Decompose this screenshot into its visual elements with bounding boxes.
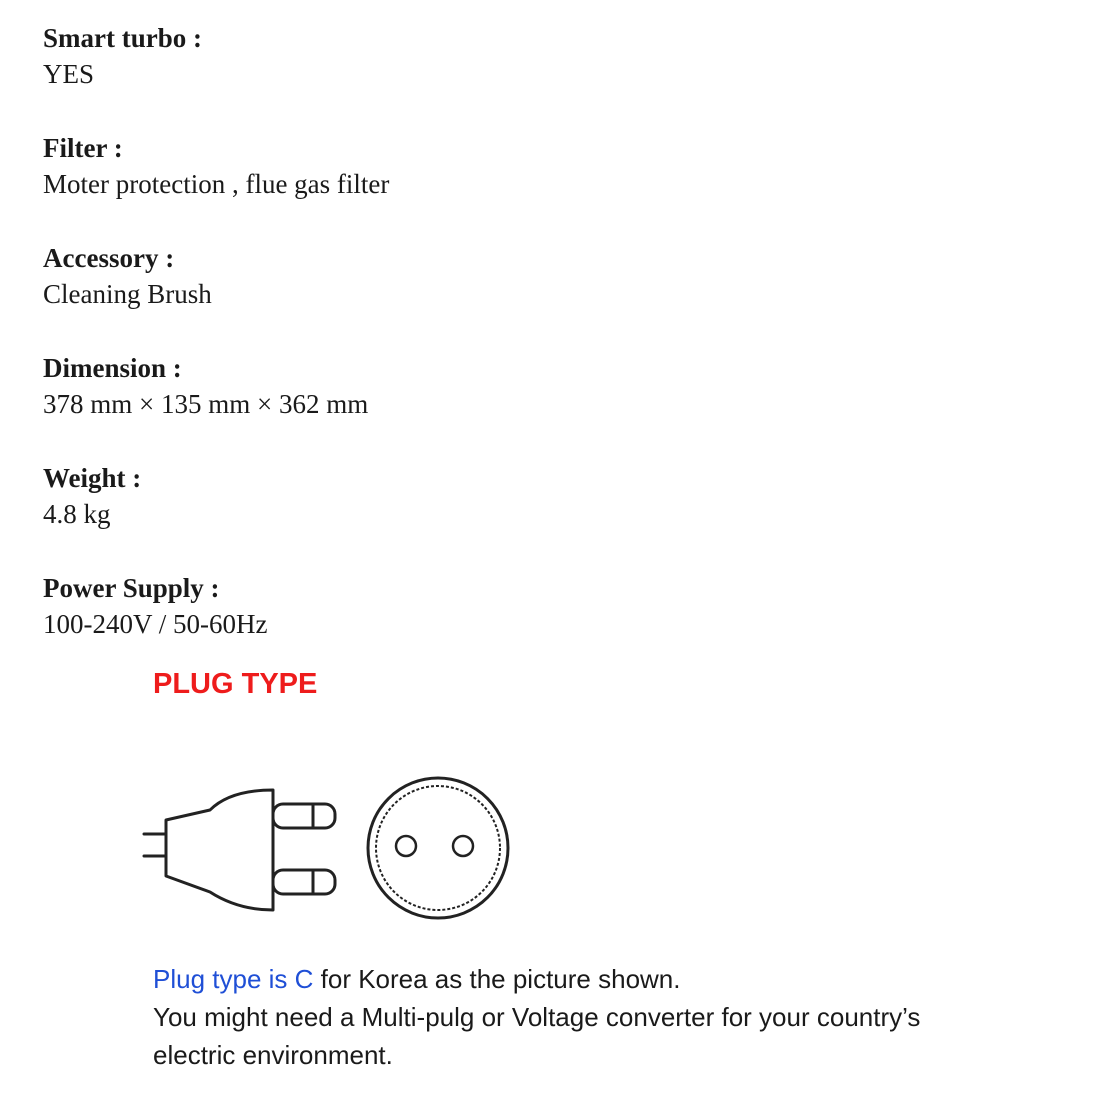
spec-dimension bbox=[43, 350, 1043, 460]
spec-list bbox=[43, 20, 1043, 680]
plug-note-line-2: You might need a Multi-pulg or Voltage converter for your country’s bbox=[153, 1002, 921, 1032]
socket-type-c-icon bbox=[368, 778, 508, 918]
spec-label: Power Supply : bbox=[43, 573, 220, 603]
spec-power-supply bbox=[43, 570, 1043, 680]
spec-label: Dimension : bbox=[43, 353, 182, 383]
plug-type-c-icon bbox=[144, 790, 335, 910]
spec-smart-turbo bbox=[43, 20, 1043, 130]
plug-type-title: PLUG TYPE bbox=[153, 668, 318, 700]
spec-value: 4.8 kg bbox=[43, 499, 111, 529]
plug-note-line-3: electric environment. bbox=[153, 1040, 393, 1070]
spec-value: 100-240V / 50-60Hz bbox=[43, 609, 268, 639]
spec-value: 378 mm × 135 mm × 362 mm bbox=[43, 389, 369, 419]
plug-figure-svg bbox=[138, 772, 518, 922]
spec-value: Cleaning Brush bbox=[43, 279, 212, 309]
spec-label: Accessory : bbox=[43, 243, 175, 273]
plug-note-rest: for Korea as the picture shown. bbox=[313, 964, 681, 994]
spec-accessory bbox=[43, 240, 1043, 350]
spec-label: Smart turbo : bbox=[43, 23, 202, 53]
plug-note bbox=[153, 960, 1083, 1074]
spec-weight bbox=[43, 460, 1043, 570]
spec-value: Moter protection , flue gas filter bbox=[43, 169, 390, 199]
spec-label: Weight : bbox=[43, 463, 142, 493]
plug-figure bbox=[138, 772, 518, 922]
plug-type-highlight: Plug type is C bbox=[153, 964, 314, 994]
spec-value: YES bbox=[43, 59, 95, 89]
plug-note-line-1 bbox=[153, 960, 1083, 998]
spec-filter bbox=[43, 130, 1043, 240]
spec-label: Filter : bbox=[43, 133, 123, 163]
